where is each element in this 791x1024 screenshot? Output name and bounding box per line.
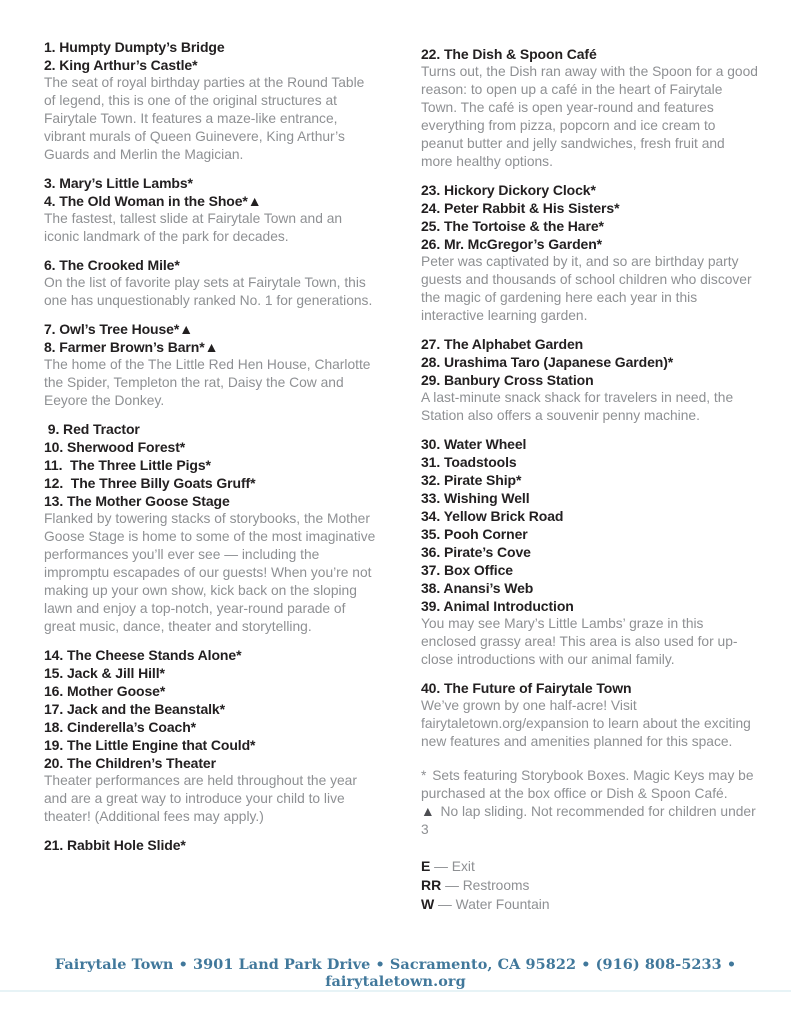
asterisk-marker-icon: * (421, 768, 427, 783)
attraction-title: 8. Farmer Brown’s Barn*▲ (44, 339, 219, 355)
attraction-title: 9. Red Tractor (44, 421, 140, 437)
legend-line: RR — Restrooms (421, 877, 530, 893)
map-key-legend (421, 857, 759, 914)
attraction-title: 27. The Alphabet Garden (421, 336, 584, 352)
attraction-section (44, 174, 377, 246)
attraction-section (44, 836, 377, 854)
attraction-title: 10. Sherwood Forest* (44, 439, 186, 455)
attraction-section (421, 679, 759, 751)
attraction-title: 29. Banbury Cross Station (421, 372, 594, 388)
attraction-section (44, 646, 377, 826)
attraction-section (44, 420, 377, 636)
attraction-section (44, 320, 377, 410)
attraction-title: 6. The Crooked Mile* (44, 257, 180, 273)
attraction-title: 19. The Little Engine that Could* (44, 737, 256, 753)
attraction-description: Theater performances are held throughout the year and are a great way to introduce your child to live theater! (Additional fees may apply.) (44, 773, 357, 824)
attraction-title: 1. Humpty Dumpty’s Bridge (44, 39, 225, 55)
attraction-section (421, 45, 759, 171)
attraction-section (44, 256, 377, 310)
attraction-title: 23. Hickory Dickory Clock* (421, 182, 596, 198)
attraction-title: 2. King Arthur’s Castle* (44, 57, 198, 73)
attraction-title: 40. The Future of Fairytale Town (421, 680, 632, 696)
attraction-list (44, 38, 759, 914)
attraction-title: 17. Jack and the Beanstalk* (44, 701, 225, 717)
attraction-description: The fastest, tallest slide at Fairytale Town and an iconic landmark of the park for decades. (44, 211, 343, 244)
attraction-title: 39. Animal Introduction (421, 598, 574, 614)
attraction-title: 16. Mother Goose* (44, 683, 166, 699)
footer-contact-line: Fairytale Town • 3901 Land Park Drive • Sacramento, CA 95822 • (916) 808-5233 • fairytaletown.org (54, 956, 737, 990)
attraction-title: 24. Peter Rabbit & His Sisters* (421, 200, 620, 216)
attraction-title: 15. Jack & Jill Hill* (44, 665, 165, 681)
attraction-title: 14. The Cheese Stands Alone* (44, 647, 242, 663)
attraction-title: 36. Pirate’s Cove (421, 544, 531, 560)
attraction-description: Flanked by towering stacks of storybooks, the Mother Goose Stage is home to some of the most imaginative performances you’ll ever see — including the impromptu escapades of our guests! When you’re not making up your own show, kick back on the sloping lawn and enjoy a top-notch, year-round parade of great music, dance, theater and storytelling. (44, 511, 376, 634)
right-column (421, 38, 759, 914)
footnotes-block (421, 767, 759, 839)
attraction-title: 4. The Old Woman in the Shoe*▲ (44, 193, 262, 209)
legend-line: E — Exit (421, 858, 475, 874)
attraction-title: 26. Mr. McGregor’s Garden* (421, 236, 603, 252)
legend-key: E (421, 858, 431, 874)
attraction-title: 12. The Three Billy Goats Gruff* (44, 475, 256, 491)
attraction-title: 20. The Children’s Theater (44, 755, 216, 771)
attraction-title: 11. The Three Little Pigs* (44, 457, 211, 473)
attraction-title: 35. Pooh Corner (421, 526, 528, 542)
footnote: ▲ No lap sliding. Not recommended for children under 3 (421, 804, 756, 837)
attraction-title: 7. Owl’s Tree House*▲ (44, 321, 193, 337)
legend-line: W — Water Fountain (421, 896, 550, 912)
attraction-title: 21. Rabbit Hole Slide* (44, 837, 186, 853)
attraction-title: 31. Toadstools (421, 454, 517, 470)
attraction-section (421, 435, 759, 669)
attraction-title: 33. Wishing Well (421, 490, 530, 506)
attraction-description: On the list of favorite play sets at Fairytale Town, this one has unquestionably ranked No. 1 for generations. (44, 275, 373, 308)
attraction-title: 37. Box Office (421, 562, 513, 578)
attraction-title: 13. The Mother Goose Stage (44, 493, 230, 509)
left-column (44, 38, 377, 914)
attraction-section (421, 335, 759, 425)
attraction-title: 32. Pirate Ship* (421, 472, 522, 488)
legend-key: RR (421, 877, 442, 893)
attraction-title: 22. The Dish & Spoon Café (421, 46, 597, 62)
attraction-description: The home of the The Little Red Hen House, Charlotte the Spider, Templeton the rat, Daisy the Cow and Eeyore the Donkey. (44, 357, 371, 408)
attraction-description: The seat of royal birthday parties at the Round Table of legend, this is one of the original structures at Fairytale Town. It features a maze-like entrance, vibrant murals of Queen Guinevere, King Arthur’s Guards and Merlin the Magician. (44, 75, 365, 162)
attraction-description: Turns out, the Dish ran away with the Spoon for a good reason: to open up a café in the heart of Fairytale Town. The café is open year-round and features everything from pizza, popcorn and ice cream to peanut butter and jelly sandwiches, fresh fruit and more healthy options. (421, 64, 758, 169)
attraction-title: 34. Yellow Brick Road (421, 508, 564, 524)
attraction-title: 3. Mary’s Little Lambs* (44, 175, 193, 191)
bottom-accent-rule (0, 990, 791, 992)
attraction-title: 30. Water Wheel (421, 436, 527, 452)
footnote: * Sets featuring Storybook Boxes. Magic Keys may be purchased at the box office or Dish & Spoon Café. (421, 768, 754, 801)
attraction-description: You may see Mary’s Little Lambs’ graze in this enclosed grassy area! This area is also used for up-close introductions with our animal family. (421, 616, 738, 667)
attraction-title: 28. Urashima Taro (Japanese Garden)* (421, 354, 674, 370)
legend-key: W (421, 896, 435, 912)
attraction-title: 38. Anansi’s Web (421, 580, 534, 596)
triangle-marker-icon: ▲ (421, 804, 435, 819)
attraction-description: Peter was captivated by it, and so are birthday party guests and thousands of school children who discover the magic of gardening here each year in this interactive learning garden. (421, 254, 752, 323)
attraction-title: 25. The Tortoise & the Hare* (421, 218, 604, 234)
attraction-section (421, 181, 759, 325)
attraction-title: 18. Cinderella’s Coach* (44, 719, 197, 735)
attraction-section (44, 38, 377, 164)
attraction-description: We’ve grown by one half-acre! Visit fairytaletown.org/expansion to learn about the exciting new features and amenities planned for this space. (421, 698, 751, 749)
attraction-description: A last-minute snack shack for travelers in need, the Station also offers a souvenir penny machine. (421, 390, 734, 423)
page-footer (0, 956, 791, 990)
